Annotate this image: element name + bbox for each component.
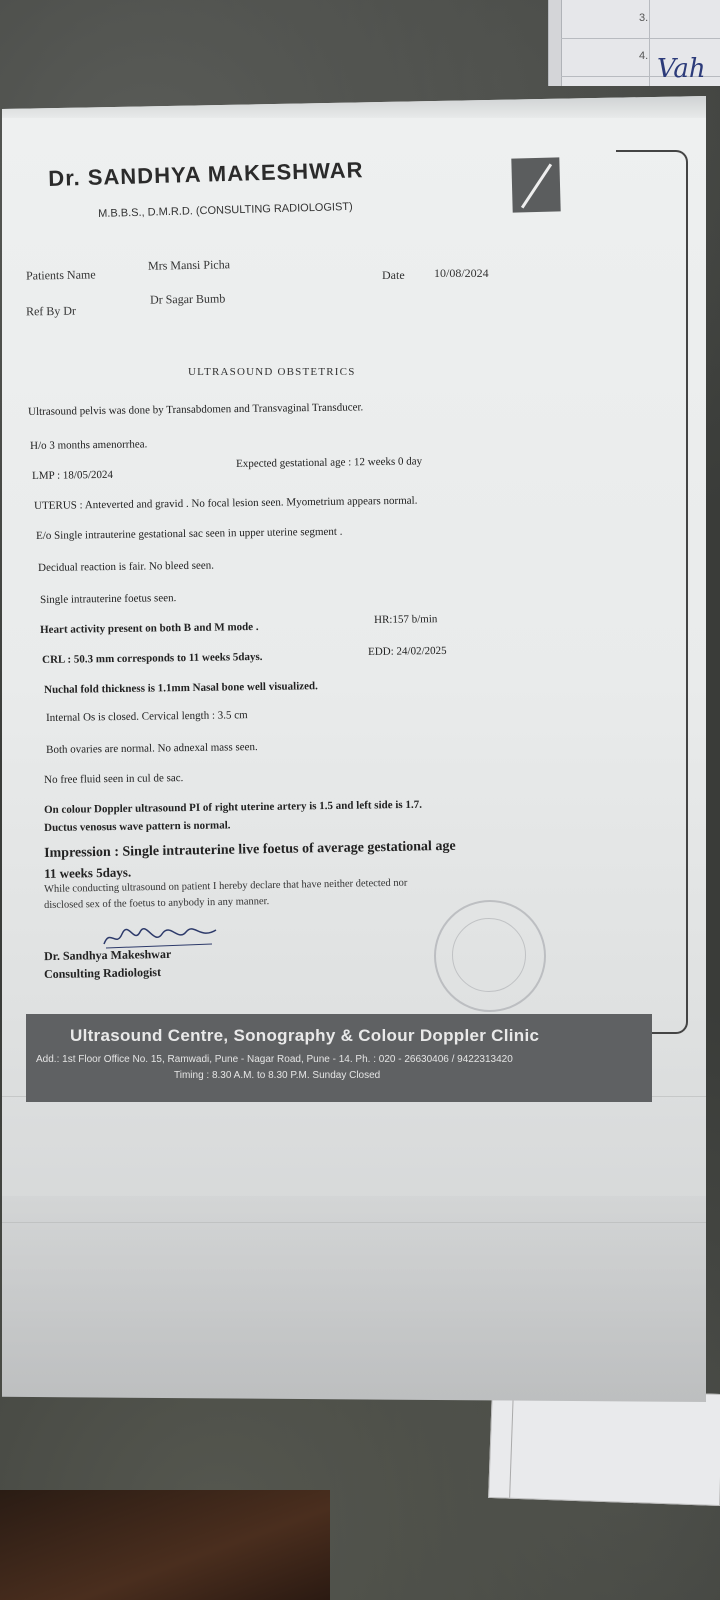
clinic-logo-icon bbox=[511, 157, 560, 212]
report-expected-ga: Expected gestational age : 12 weeks 0 day bbox=[236, 455, 423, 470]
report-decidual: Decidual reaction is fair. No bleed seen. bbox=[38, 559, 215, 574]
form-row-number: 3. bbox=[639, 12, 649, 24]
ref-by-value: Dr Sagar Bumb bbox=[149, 291, 226, 307]
footer-clinic-name: Ultrasound Centre, Sonography & Colour Doppler Clinic bbox=[70, 1026, 540, 1045]
report-title: ULTRASOUND OBSTETRICS bbox=[188, 366, 356, 378]
report-foetus: Single intrauterine foetus seen. bbox=[40, 592, 177, 606]
impression-line-1: Impression : Single intrauterine live foetus of average gestational age bbox=[44, 838, 456, 861]
report-sac: E/o Single intrauterine gestational sac seen in upper uterine segment . bbox=[36, 525, 343, 542]
report-nuchal: Nuchal fold thickness is 1.1mm Nasal bone well visualized. bbox=[44, 680, 318, 696]
footer-address: Add.: 1st Floor Office No. 15, Ramwadi, Pune - Nagar Road, Pune - 14. Ph. : 020 - 26630406 / 9422313420 bbox=[36, 1054, 513, 1065]
seal-inner-ring bbox=[452, 918, 526, 992]
ref-by-label: Ref By Dr bbox=[25, 303, 77, 319]
report-uterus: UTERUS : Anteverted and gravid . No focal lesion seen. Myometrium appears normal. bbox=[34, 494, 418, 512]
doctor-qualifications: M.B.B.S., D.M.R.D. (CONSULTING RADIOLOGIST) bbox=[98, 200, 353, 220]
report-hr: HR:157 b/min bbox=[374, 613, 438, 626]
form-row-number: 4. bbox=[639, 50, 649, 62]
clinic-seal-stamp bbox=[434, 900, 546, 1012]
report-crl: CRL : 50.3 mm corresponds to 11 weeks 5days. bbox=[42, 650, 263, 666]
patient-name-value: Mrs Mansi Picha bbox=[147, 257, 231, 273]
impression-line-2: 11 weeks 5days. bbox=[44, 864, 132, 881]
date-value: 10/08/2024 bbox=[434, 266, 489, 280]
clinic-footer-banner bbox=[26, 1014, 652, 1102]
declaration-line-2: disclosed sex of the foetus to anybody in any manner. bbox=[44, 896, 270, 911]
report-os: Internal Os is closed. Cervical length : 3.5 cm bbox=[46, 709, 248, 724]
date-label: Date bbox=[382, 268, 405, 282]
signatory-designation: Consulting Radiologist bbox=[43, 964, 162, 982]
footer-timing: Timing : 8.30 A.M. to 8.30 P.M. Sunday Closed bbox=[174, 1070, 381, 1081]
report-edd: EDD: 24/02/2025 bbox=[368, 644, 447, 658]
report-lmp: LMP : 18/05/2024 bbox=[32, 468, 114, 482]
logo-slash bbox=[521, 163, 552, 208]
report-line-method: Ultrasound pelvis was done by Transabdomen and Transvaginal Transducer. bbox=[28, 401, 364, 418]
report-doppler-dv: Ductus venosus wave pattern is normal. bbox=[44, 819, 231, 834]
declaration-line-1: While conducting ultrasound on patient I hereby declare that have neither detected nor bbox=[44, 877, 408, 895]
report-doppler-pi: On colour Doppler ultrasound PI of right uterine artery is 1.5 and left side is 1.7. bbox=[44, 798, 423, 816]
report-fluid: No free fluid seen in cul de sac. bbox=[44, 772, 184, 786]
form-handwriting: Vah bbox=[657, 54, 706, 84]
report-ovaries: Both ovaries are normal. No adnexal mass seen. bbox=[46, 741, 258, 756]
report-heart: Heart activity present on both B and M mode . bbox=[40, 620, 259, 636]
doctor-name: Dr. SANDHYA MAKESHWAR bbox=[48, 157, 364, 191]
signatory-name: Dr. Sandhya Makeshwar bbox=[43, 946, 172, 964]
report-line-history: H/o 3 months amenorrhea. bbox=[30, 438, 148, 452]
patient-name-label: Patients Name bbox=[25, 267, 96, 283]
